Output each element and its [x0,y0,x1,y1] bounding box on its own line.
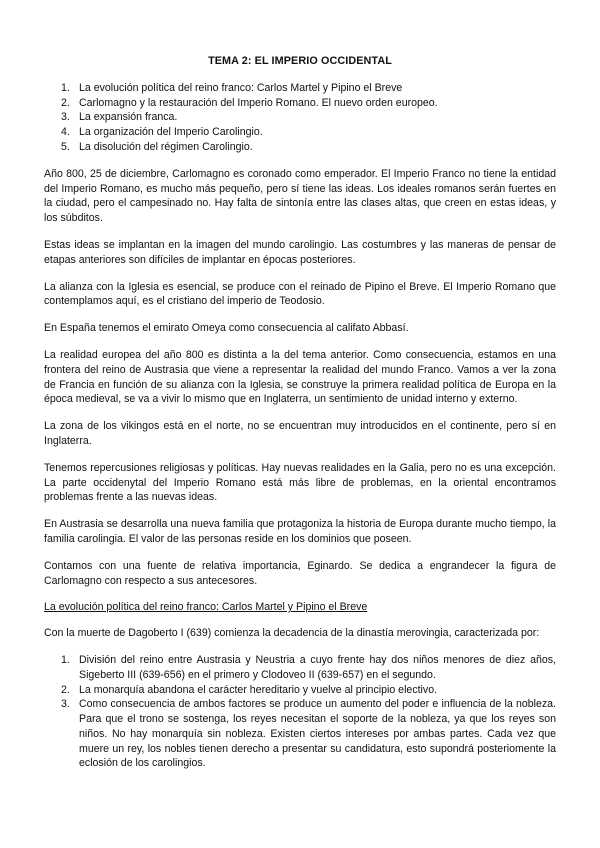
toc-number: 1. [61,81,70,94]
paragraph: Tenemos repercusiones religiosas y políticas. Hay nuevas realidades en la Galia, pero no es una excepción. La parte occidenytal del Imperio Romano está más libre de problemas, en la oriental encontramos problemas frente a las nuevas ideas. [44,461,556,504]
paragraph: Año 800, 25 de diciembre, Carlomagno es coronado como emperador. El Imperio Franco no tiene la entidad del Imperio Romano, es mucho más pequeño, pero sí tiene las ideas. Los ideales romanos serán fuertes en la ciudad, pero el campesinado no. Hay falta de sintonía entre las clases altas, que creen en estas ideas, y los súbditos. [44,167,556,225]
section-heading: La evolución política del reino franco: Carlos Martel y Pipino el Breve [44,601,368,614]
paragraph: En Austrasia se desarrolla una nueva familia que protagoniza la historia de Europa durante mucho tiempo, la familia carolingia. El valor de las personas reside en los dominios que poseen. [44,518,556,545]
list-item [44,697,556,771]
toc-text: La expansión franca. [79,111,178,124]
toc-text: La disolución del régimen Carolingio. [79,140,253,153]
toc-number: 5. [61,140,70,153]
list-text: División del reino entre Austrasia y Neustria a cuyo frente hay dos niños menores de diez años, Sigeberto III (639-656) en el primero y Clodoveo II (639-657) en el segundo. [79,653,556,681]
toc-item [44,125,556,140]
toc-item [44,81,556,96]
paragraph: La alianza con la Iglesia es esencial, se produce con el reinado de Pipino el Breve. El Imperio Romano que contemplamos aquí, es el cristiano del imperio de Teodosio. [44,280,556,308]
toc-text: La evolución política del reino franco: Carlos Martel y Pipino el Breve [79,81,403,94]
list-text: La monarquía abandona el carácter hereditario y vuelve al principio electivo. [79,683,438,696]
paragraph: Estas ideas se implantan en la imagen del mundo carolingio. Las costumbres y las maneras de pensar de etapas anteriores son difíciles de implantar en épocas posteriores. [44,238,556,266]
document-page [44,54,556,771]
paragraph: La realidad europea del año 800 es distinta a la del tema anterior. Como consecuencia, estamos en una frontera del reino de Austrasia que viene a representar la realidad del mundo Franco. Vamos a ver la zona de Francia en función de su alianza con la Iglesia, se construye la primera realidad política de Europa en la época medieval, se va a vivir lo mismo que en Inglaterra, un sentimiento de unidad interno y externo. [44,348,556,406]
list-number: 3. [61,698,70,711]
table-of-contents [44,81,556,155]
toc-number: 4. [61,126,70,139]
toc-text: La organización del Imperio Carolingio. [79,126,263,139]
toc-item [44,140,556,155]
toc-item [44,96,556,111]
toc-item [44,110,556,125]
list-number: 2. [61,683,70,696]
document-title: TEMA 2: EL IMPERIO OCCIDENTAL [208,55,392,67]
toc-text: Carlomagno y la restauración del Imperio Romano. El nuevo orden europeo. [79,96,438,109]
list-text: Como consecuencia de ambos factores se produce un aumento del poder e influencia de la nobleza. Para que el trono se sostenga, los reyes necesitan el soporte de la nobleza, ya que los reyes son niños. No hay monarquía sin nobleza. Existen ciertos intereses por ambas partes. Cada vez que muere un rey, los nobles tienen derecho a presentar su candidatura, esto supondrá posteriomente la eclosión de los carolingios. [79,698,556,770]
toc-number: 3. [61,111,70,124]
toc-number: 2. [61,96,70,109]
causes-list [44,653,556,771]
list-item [44,683,556,698]
paragraph: Contamos con una fuente de relativa importancia, Eginardo. Se dedica a engrandecer la figura de Carlomagno con respecto a sus antecesores. [44,559,556,587]
list-item [44,653,556,683]
paragraph: En España tenemos el emirato Omeya como consecuencia al califato Abbasí. [44,322,409,335]
section-intro: Con la muerte de Dagoberto I (639) comienza la decadencia de la dinastía merovingia, caracterizada por: [44,627,540,640]
list-number: 1. [61,653,70,666]
paragraph: La zona de los vikingos está en el norte, no se encuentran muy introducidos en el continente, pero sí en Inglaterra. [44,420,556,447]
